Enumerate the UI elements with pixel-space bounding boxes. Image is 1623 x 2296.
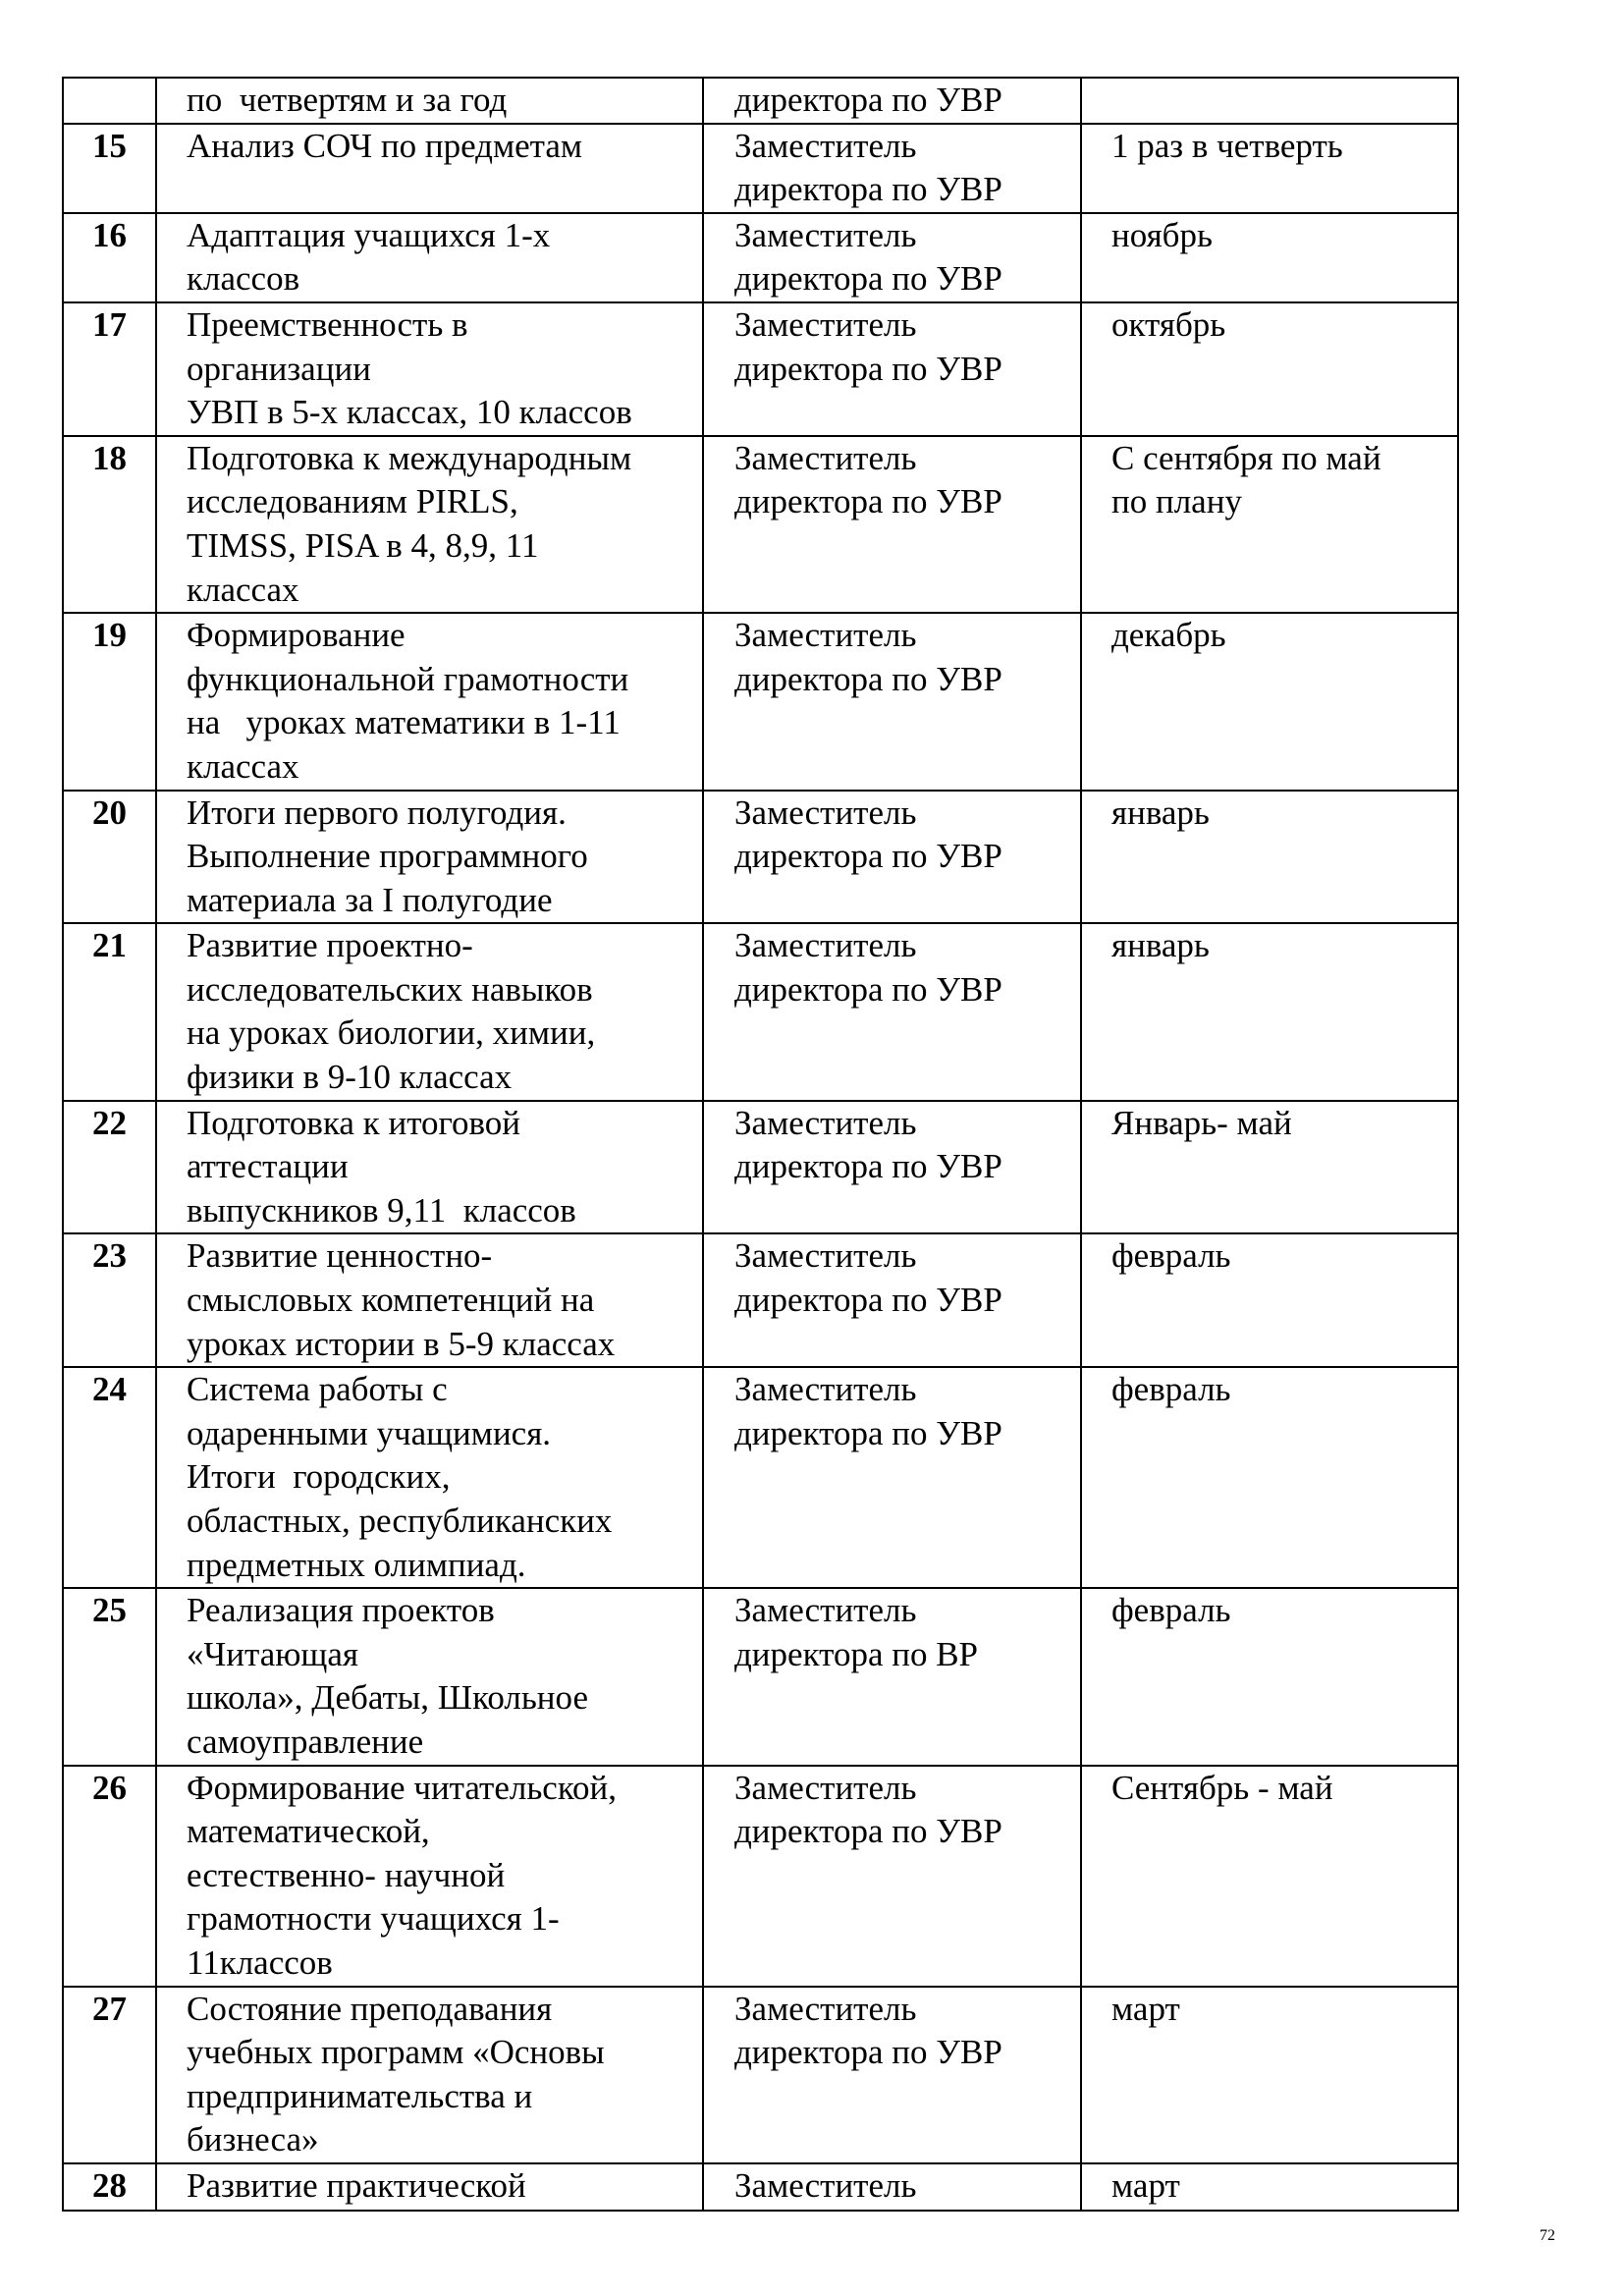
topic-cell-line: исследованиям PIRLS, bbox=[187, 482, 518, 521]
term-cell bbox=[1081, 791, 1458, 924]
term-cell-line: Сентябрь - май bbox=[1111, 1768, 1333, 1807]
topic-cell-line: предпринимательства и bbox=[187, 2076, 533, 2115]
topic-cell bbox=[156, 436, 703, 613]
row-number-cell: 21 bbox=[63, 923, 156, 1100]
topic-cell bbox=[156, 2163, 703, 2211]
topic-cell-line: предметных олимпиад. bbox=[187, 1545, 526, 1584]
responsible-cell bbox=[703, 1987, 1081, 2163]
responsible-cell bbox=[703, 213, 1081, 302]
topic-cell-line: TIMSS, PISA в 4, 8,9, 11 bbox=[187, 525, 539, 565]
responsible-cell-line: Заместитель bbox=[734, 616, 917, 655]
topic-cell-line: бизнеса» bbox=[187, 2120, 319, 2159]
term-cell bbox=[1081, 436, 1458, 613]
topic-cell-line: естественно- научной bbox=[187, 1855, 506, 1894]
term-cell bbox=[1081, 1233, 1458, 1367]
topic-cell-line: аттестации bbox=[187, 1147, 349, 1186]
responsible-cell bbox=[703, 436, 1081, 613]
topic-cell-line: классах bbox=[187, 746, 299, 786]
table-row bbox=[63, 1101, 1458, 1234]
topic-cell-line: Развитие ценностно- bbox=[187, 1236, 493, 1276]
term-cell-line: С сентября по май bbox=[1111, 438, 1381, 477]
term-cell-line: январь bbox=[1111, 793, 1210, 832]
term-cell-line: февраль bbox=[1111, 1591, 1231, 1630]
topic-cell-line: уроках истории в 5-9 классах bbox=[187, 1324, 616, 1363]
plan-table-body bbox=[63, 78, 1458, 2211]
table-row bbox=[63, 436, 1458, 613]
term-cell-line: март bbox=[1111, 2165, 1180, 2205]
topic-cell bbox=[156, 302, 703, 436]
topic-cell-line: исследовательских навыков bbox=[187, 969, 593, 1009]
topic-cell-line: Итоги городских, bbox=[187, 1457, 451, 1497]
responsible-cell-line: директора по УВР bbox=[734, 349, 1002, 388]
responsible-cell-line: директора по УВР bbox=[734, 969, 1002, 1009]
responsible-cell-line: Заместитель bbox=[734, 1103, 917, 1142]
row-number-cell: 19 bbox=[63, 613, 156, 790]
responsible-cell-line: Заместитель bbox=[734, 304, 917, 344]
responsible-cell-line: директора по УВР bbox=[734, 81, 1002, 119]
responsible-cell-line: директора по УВР bbox=[734, 2033, 1002, 2072]
table-row bbox=[63, 1987, 1458, 2163]
topic-cell bbox=[156, 213, 703, 302]
responsible-cell bbox=[703, 302, 1081, 436]
responsible-cell bbox=[703, 2163, 1081, 2211]
responsible-cell-line: Заместитель bbox=[734, 1591, 917, 1630]
topic-cell-line: смысловых компетенций на bbox=[187, 1281, 595, 1320]
responsible-cell-line: Заместитель bbox=[734, 926, 917, 965]
topic-cell-line: на уроках математики в 1-11 bbox=[187, 703, 621, 742]
topic-cell-line: 11классов bbox=[187, 1942, 333, 1982]
row-number-cell: 23 bbox=[63, 1233, 156, 1367]
row-number-cell: 18 bbox=[63, 436, 156, 613]
responsible-cell-line: директора по УВР bbox=[734, 1413, 1002, 1452]
row-number-cell bbox=[63, 78, 156, 124]
topic-cell bbox=[156, 78, 703, 124]
responsible-cell-line: Заместитель bbox=[734, 2165, 917, 2205]
topic-cell bbox=[156, 124, 703, 213]
term-cell-line: декабрь bbox=[1111, 616, 1226, 655]
term-cell-line: Январь- май bbox=[1111, 1103, 1292, 1142]
term-cell-line: март bbox=[1111, 1989, 1180, 2028]
responsible-cell-line: директора по УВР bbox=[734, 170, 1002, 209]
table-row bbox=[63, 302, 1458, 436]
row-number-cell: 25 bbox=[63, 1588, 156, 1765]
plan-table bbox=[62, 77, 1459, 2212]
responsible-cell-line: директора по УВР bbox=[734, 1147, 1002, 1186]
topic-cell-line: Развитие практической bbox=[187, 2165, 526, 2205]
topic-cell-line: Система работы с bbox=[187, 1370, 448, 1409]
topic-cell bbox=[156, 1101, 703, 1234]
term-cell-line: октябрь bbox=[1111, 304, 1226, 344]
term-cell bbox=[1081, 1588, 1458, 1765]
term-cell bbox=[1081, 923, 1458, 1100]
topic-cell-line: Анализ СОЧ по предметам bbox=[187, 126, 583, 165]
table-row bbox=[63, 791, 1458, 924]
topic-cell-line: учебных программ «Основы bbox=[187, 2033, 605, 2072]
row-number-cell: 24 bbox=[63, 1367, 156, 1588]
topic-cell bbox=[156, 1367, 703, 1588]
responsible-cell bbox=[703, 1367, 1081, 1588]
responsible-cell bbox=[703, 613, 1081, 790]
responsible-cell-line: директора по УВР bbox=[734, 259, 1002, 299]
topic-cell-line: Подготовка к международным bbox=[187, 438, 632, 477]
term-cell bbox=[1081, 302, 1458, 436]
topic-cell bbox=[156, 923, 703, 1100]
topic-cell-line: «Читающая bbox=[187, 1634, 358, 1673]
topic-cell-line: физики в 9-10 классах bbox=[187, 1058, 513, 1097]
row-number-cell: 26 bbox=[63, 1766, 156, 1987]
responsible-cell-line: Заместитель bbox=[734, 1989, 917, 2028]
topic-cell-line: самоуправление bbox=[187, 1722, 424, 1761]
row-number-cell: 27 bbox=[63, 1987, 156, 2163]
topic-cell bbox=[156, 613, 703, 790]
term-cell-line: февраль bbox=[1111, 1370, 1231, 1409]
responsible-cell bbox=[703, 1233, 1081, 1367]
topic-cell-line: функциональной грамотности bbox=[187, 659, 629, 698]
topic-cell-line: Развитие проектно- bbox=[187, 926, 473, 965]
term-cell bbox=[1081, 1987, 1458, 2163]
topic-cell bbox=[156, 1987, 703, 2163]
topic-cell-line: классов bbox=[187, 259, 300, 299]
responsible-cell bbox=[703, 923, 1081, 1100]
topic-cell-line: классах bbox=[187, 570, 299, 609]
responsible-cell bbox=[703, 124, 1081, 213]
term-cell-line: январь bbox=[1111, 926, 1210, 965]
responsible-cell-line: директора по УВР bbox=[734, 1281, 1002, 1320]
topic-cell-line: организации bbox=[187, 349, 371, 388]
term-cell bbox=[1081, 1766, 1458, 1987]
responsible-cell-line: Заместитель bbox=[734, 793, 917, 832]
table-row bbox=[63, 1766, 1458, 1987]
topic-cell-line: Адаптация учащихся 1-х bbox=[187, 215, 551, 254]
responsible-cell-line: директора по УВР bbox=[734, 659, 1002, 698]
responsible-cell-line: директора по ВР bbox=[734, 1634, 979, 1673]
topic-cell-line: школа», Дебаты, Школьное bbox=[187, 1678, 588, 1718]
topic-cell-line: выпускников 9,11 классов bbox=[187, 1190, 576, 1230]
term-cell bbox=[1081, 78, 1458, 124]
topic-cell-line: Состояние преподавания bbox=[187, 1989, 553, 2028]
table-row bbox=[63, 78, 1458, 124]
topic-cell-line: Выполнение программного bbox=[187, 837, 588, 876]
row-number-cell: 20 bbox=[63, 791, 156, 924]
responsible-cell-line: директора по УВР bbox=[734, 482, 1002, 521]
topic-cell-line: Реализация проектов bbox=[187, 1591, 495, 1630]
term-cell bbox=[1081, 1101, 1458, 1234]
responsible-cell-line: директора по УВР bbox=[734, 837, 1002, 876]
topic-cell-line: Формирование bbox=[187, 616, 406, 655]
table-row bbox=[63, 213, 1458, 302]
table-row bbox=[63, 1233, 1458, 1367]
row-number-cell: 28 bbox=[63, 2163, 156, 2211]
topic-cell-line: Формирование читательской, bbox=[187, 1768, 618, 1807]
term-cell-line: ноябрь bbox=[1111, 215, 1213, 254]
topic-cell-line: материала за I полугодие bbox=[187, 880, 553, 919]
topic-cell-line: на уроках биологии, химии, bbox=[187, 1013, 596, 1053]
term-cell bbox=[1081, 2163, 1458, 2211]
responsible-cell bbox=[703, 1588, 1081, 1765]
row-number-cell: 17 bbox=[63, 302, 156, 436]
topic-cell-line: Преемственность в bbox=[187, 304, 468, 344]
table-row bbox=[63, 1588, 1458, 1765]
topic-cell bbox=[156, 791, 703, 924]
responsible-cell-line: Заместитель bbox=[734, 215, 917, 254]
responsible-cell-line: Заместитель bbox=[734, 1370, 917, 1409]
topic-cell bbox=[156, 1766, 703, 1987]
row-number-cell: 15 bbox=[63, 124, 156, 213]
topic-cell bbox=[156, 1588, 703, 1765]
term-cell bbox=[1081, 124, 1458, 213]
topic-cell-line: математической, bbox=[187, 1812, 430, 1851]
topic-cell-line: областных, республиканских bbox=[187, 1502, 613, 1540]
topic-cell-line: одаренными учащимися. bbox=[187, 1413, 552, 1452]
table-row bbox=[63, 613, 1458, 790]
topic-cell-line: Итоги первого полугодия. bbox=[187, 793, 567, 832]
table-row bbox=[63, 923, 1458, 1100]
responsible-cell-line: Заместитель bbox=[734, 126, 917, 165]
term-cell bbox=[1081, 213, 1458, 302]
row-number-cell: 22 bbox=[63, 1101, 156, 1234]
responsible-cell-line: Заместитель bbox=[734, 1236, 917, 1276]
responsible-cell-line: директора по УВР bbox=[734, 1812, 1002, 1851]
term-cell bbox=[1081, 1367, 1458, 1588]
responsible-cell bbox=[703, 1766, 1081, 1987]
responsible-cell bbox=[703, 791, 1081, 924]
topic-cell-line: Подготовка к итоговой bbox=[187, 1103, 521, 1142]
page-number: 72 bbox=[1540, 2227, 1555, 2244]
table-row bbox=[63, 1367, 1458, 1588]
topic-cell-line: грамотности учащихся 1- bbox=[187, 1899, 560, 1939]
table-row bbox=[63, 2163, 1458, 2211]
topic-cell bbox=[156, 1233, 703, 1367]
responsible-cell bbox=[703, 1101, 1081, 1234]
term-cell-line: 1 раз в четверть bbox=[1111, 126, 1343, 165]
topic-cell-line: УВП в 5-х классах, 10 классов bbox=[187, 393, 632, 432]
responsible-cell bbox=[703, 78, 1081, 124]
responsible-cell-line: Заместитель bbox=[734, 1768, 917, 1807]
table-row bbox=[63, 124, 1458, 213]
term-cell-line: февраль bbox=[1111, 1236, 1231, 1276]
term-cell-line: по плану bbox=[1111, 482, 1242, 521]
topic-cell-line: по четвертям и за год bbox=[187, 81, 508, 119]
row-number-cell: 16 bbox=[63, 213, 156, 302]
term-cell bbox=[1081, 613, 1458, 790]
responsible-cell-line: Заместитель bbox=[734, 438, 917, 477]
